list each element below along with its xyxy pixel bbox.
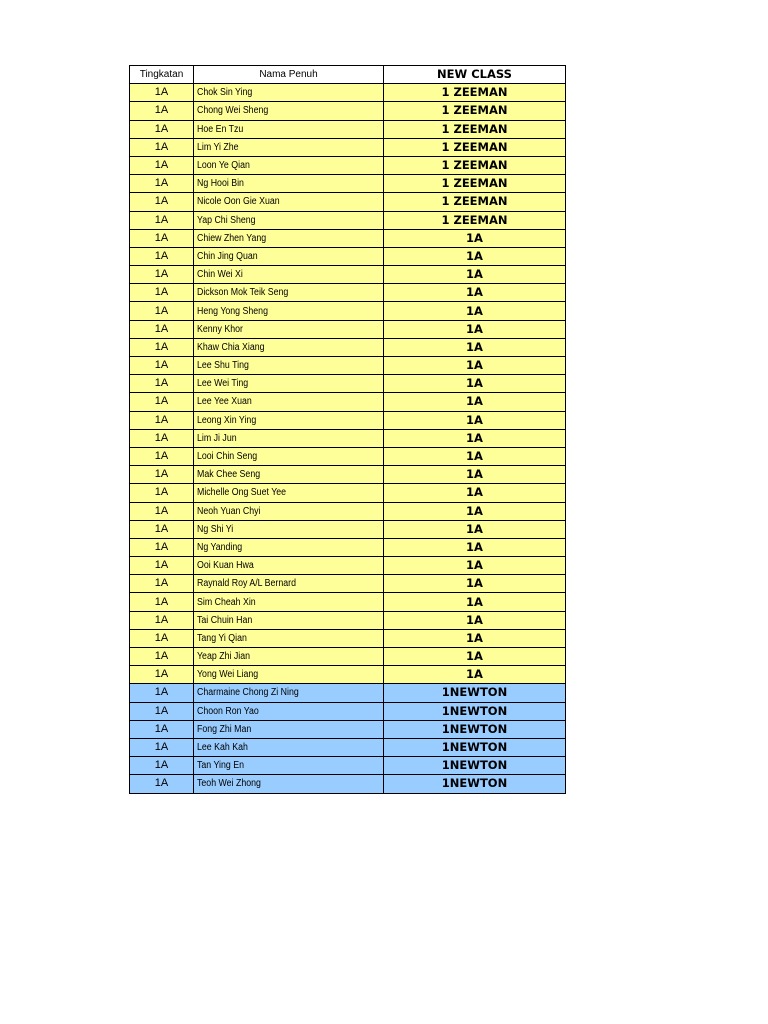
cell-tingkatan: 1A bbox=[130, 593, 194, 611]
table-row bbox=[130, 502, 566, 520]
student-name: Ng Hooi Bin bbox=[197, 178, 244, 190]
cell-new-class: 1A bbox=[384, 484, 566, 502]
table-row bbox=[130, 757, 566, 775]
cell-nama-penuh bbox=[194, 193, 384, 211]
cell-nama-penuh bbox=[194, 484, 384, 502]
student-name: Tan Ying En bbox=[197, 760, 244, 772]
cell-new-class: 1 ZEEMAN bbox=[384, 175, 566, 193]
class-assignment-table bbox=[129, 65, 566, 794]
cell-nama-penuh bbox=[194, 138, 384, 156]
table-row bbox=[130, 320, 566, 338]
table-row bbox=[130, 648, 566, 666]
cell-nama-penuh bbox=[194, 156, 384, 174]
table-row bbox=[130, 175, 566, 193]
cell-tingkatan: 1A bbox=[130, 193, 194, 211]
cell-nama-penuh bbox=[194, 393, 384, 411]
cell-new-class: 1A bbox=[384, 466, 566, 484]
cell-tingkatan: 1A bbox=[130, 229, 194, 247]
cell-tingkatan: 1A bbox=[130, 320, 194, 338]
cell-nama-penuh bbox=[194, 120, 384, 138]
cell-new-class: 1A bbox=[384, 611, 566, 629]
cell-new-class: 1NEWTON bbox=[384, 775, 566, 793]
cell-new-class: 1A bbox=[384, 629, 566, 647]
student-name: Fong Zhi Man bbox=[197, 723, 252, 735]
table-row bbox=[130, 720, 566, 738]
table-row bbox=[130, 702, 566, 720]
student-name: Lee Kah Kah bbox=[197, 742, 248, 754]
cell-nama-penuh bbox=[194, 375, 384, 393]
cell-nama-penuh bbox=[194, 284, 384, 302]
cell-nama-penuh bbox=[194, 575, 384, 593]
student-name: Kenny Khor bbox=[197, 323, 243, 335]
cell-tingkatan: 1A bbox=[130, 502, 194, 520]
table-row bbox=[130, 611, 566, 629]
cell-tingkatan: 1A bbox=[130, 738, 194, 756]
cell-new-class: 1NEWTON bbox=[384, 684, 566, 702]
student-name: Hoe En Tzu bbox=[197, 123, 244, 135]
table-row bbox=[130, 393, 566, 411]
student-name: Teoh Wei Zhong bbox=[197, 778, 261, 790]
table-row bbox=[130, 466, 566, 484]
table-row bbox=[130, 629, 566, 647]
cell-nama-penuh bbox=[194, 302, 384, 320]
cell-new-class: 1A bbox=[384, 429, 566, 447]
cell-nama-penuh bbox=[194, 720, 384, 738]
cell-tingkatan: 1A bbox=[130, 757, 194, 775]
cell-tingkatan: 1A bbox=[130, 720, 194, 738]
cell-nama-penuh bbox=[194, 702, 384, 720]
cell-nama-penuh bbox=[194, 502, 384, 520]
table-row bbox=[130, 684, 566, 702]
table-row bbox=[130, 375, 566, 393]
student-name: Lee Shu Ting bbox=[197, 360, 249, 372]
cell-nama-penuh bbox=[194, 320, 384, 338]
table-body bbox=[130, 84, 566, 793]
student-name: Loon Ye Qian bbox=[197, 160, 250, 172]
cell-tingkatan: 1A bbox=[130, 375, 194, 393]
student-name: Lee Wei Ting bbox=[197, 378, 249, 390]
table-row bbox=[130, 575, 566, 593]
student-name: Ng Yanding bbox=[197, 541, 243, 553]
cell-new-class: 1 ZEEMAN bbox=[384, 120, 566, 138]
cell-tingkatan: 1A bbox=[130, 393, 194, 411]
cell-nama-penuh bbox=[194, 102, 384, 120]
table-row bbox=[130, 775, 566, 793]
student-name: Dickson Mok Teik Seng bbox=[197, 287, 289, 299]
student-name: Sim Cheah Xin bbox=[197, 596, 256, 608]
cell-nama-penuh bbox=[194, 466, 384, 484]
student-name: Nicole Oon Gie Xuan bbox=[197, 196, 280, 208]
cell-new-class: 1A bbox=[384, 648, 566, 666]
cell-tingkatan: 1A bbox=[130, 357, 194, 375]
table-row bbox=[130, 102, 566, 120]
table-row bbox=[130, 84, 566, 102]
cell-new-class: 1A bbox=[384, 302, 566, 320]
cell-tingkatan: 1A bbox=[130, 557, 194, 575]
cell-nama-penuh bbox=[194, 84, 384, 102]
cell-tingkatan: 1A bbox=[130, 447, 194, 465]
header-tingkatan: Tingkatan bbox=[130, 66, 194, 84]
table-row bbox=[130, 120, 566, 138]
cell-nama-penuh bbox=[194, 666, 384, 684]
student-name: Yeap Zhi Jian bbox=[197, 651, 251, 663]
table-row bbox=[130, 211, 566, 229]
cell-tingkatan: 1A bbox=[130, 538, 194, 556]
student-name: Ng Shi Yi bbox=[197, 523, 234, 535]
cell-tingkatan: 1A bbox=[130, 520, 194, 538]
table-row bbox=[130, 156, 566, 174]
cell-nama-penuh bbox=[194, 357, 384, 375]
table-row bbox=[130, 520, 566, 538]
table-row bbox=[130, 429, 566, 447]
cell-nama-penuh bbox=[194, 266, 384, 284]
cell-new-class: 1A bbox=[384, 593, 566, 611]
cell-tingkatan: 1A bbox=[130, 684, 194, 702]
cell-nama-penuh bbox=[194, 520, 384, 538]
student-name: Chong Wei Sheng bbox=[197, 105, 269, 117]
cell-tingkatan: 1A bbox=[130, 120, 194, 138]
student-name: Tai Chuin Han bbox=[197, 614, 253, 626]
cell-tingkatan: 1A bbox=[130, 175, 194, 193]
cell-new-class: 1A bbox=[384, 411, 566, 429]
cell-tingkatan: 1A bbox=[130, 411, 194, 429]
student-name: Tang Yi Qian bbox=[197, 632, 247, 644]
header-new-class: NEW CLASS bbox=[384, 66, 566, 84]
student-name: Chok Sin Ying bbox=[197, 87, 253, 99]
cell-tingkatan: 1A bbox=[130, 84, 194, 102]
table-row bbox=[130, 447, 566, 465]
cell-new-class: 1A bbox=[384, 538, 566, 556]
cell-new-class: 1NEWTON bbox=[384, 738, 566, 756]
cell-new-class: 1A bbox=[384, 320, 566, 338]
student-name: Chin Jing Quan bbox=[197, 250, 258, 262]
cell-new-class: 1 ZEEMAN bbox=[384, 84, 566, 102]
cell-new-class: 1A bbox=[384, 247, 566, 265]
cell-nama-penuh bbox=[194, 593, 384, 611]
cell-tingkatan: 1A bbox=[130, 247, 194, 265]
student-name: Michelle Ong Suet Yee bbox=[197, 487, 287, 499]
student-name: Khaw Chia Xiang bbox=[197, 341, 265, 353]
student-name: Chiew Zhen Yang bbox=[197, 232, 267, 244]
cell-tingkatan: 1A bbox=[130, 611, 194, 629]
student-name: Choon Ron Yao bbox=[197, 705, 259, 717]
table-row bbox=[130, 538, 566, 556]
cell-nama-penuh bbox=[194, 411, 384, 429]
table-row bbox=[130, 266, 566, 284]
cell-new-class: 1 ZEEMAN bbox=[384, 193, 566, 211]
table-row bbox=[130, 229, 566, 247]
cell-tingkatan: 1A bbox=[130, 648, 194, 666]
cell-nama-penuh bbox=[194, 738, 384, 756]
cell-tingkatan: 1A bbox=[130, 429, 194, 447]
table-row bbox=[130, 411, 566, 429]
student-name: Neoh Yuan Chyi bbox=[197, 505, 261, 517]
cell-nama-penuh bbox=[194, 447, 384, 465]
cell-tingkatan: 1A bbox=[130, 775, 194, 793]
cell-nama-penuh bbox=[194, 247, 384, 265]
cell-nama-penuh bbox=[194, 611, 384, 629]
cell-nama-penuh bbox=[194, 629, 384, 647]
header-nama-penuh: Nama Penuh bbox=[194, 66, 384, 84]
header-row bbox=[130, 66, 566, 84]
cell-tingkatan: 1A bbox=[130, 466, 194, 484]
cell-tingkatan: 1A bbox=[130, 629, 194, 647]
student-name: Looi Chin Seng bbox=[197, 451, 258, 463]
cell-tingkatan: 1A bbox=[130, 156, 194, 174]
student-name: Leong Xin Ying bbox=[197, 414, 257, 426]
table-row bbox=[130, 247, 566, 265]
student-name: Ooi Kuan Hwa bbox=[197, 560, 254, 572]
cell-new-class: 1A bbox=[384, 520, 566, 538]
cell-new-class: 1A bbox=[384, 393, 566, 411]
student-name: Raynald Roy A/L Bernard bbox=[197, 578, 296, 590]
cell-nama-penuh bbox=[194, 338, 384, 356]
table-row bbox=[130, 302, 566, 320]
cell-new-class: 1A bbox=[384, 502, 566, 520]
cell-tingkatan: 1A bbox=[130, 302, 194, 320]
cell-new-class: 1 ZEEMAN bbox=[384, 102, 566, 120]
cell-nama-penuh bbox=[194, 175, 384, 193]
table-row bbox=[130, 666, 566, 684]
table-row bbox=[130, 138, 566, 156]
student-name: Yong Wei Liang bbox=[197, 669, 259, 681]
cell-nama-penuh bbox=[194, 757, 384, 775]
cell-tingkatan: 1A bbox=[130, 266, 194, 284]
cell-new-class: 1A bbox=[384, 666, 566, 684]
table-row bbox=[130, 338, 566, 356]
cell-new-class: 1A bbox=[384, 357, 566, 375]
table-row bbox=[130, 593, 566, 611]
table-row bbox=[130, 557, 566, 575]
student-name: Chin Wei Xi bbox=[197, 269, 243, 281]
student-name: Lee Yee Xuan bbox=[197, 396, 252, 408]
student-name: Heng Yong Sheng bbox=[197, 305, 268, 317]
cell-new-class: 1A bbox=[384, 266, 566, 284]
cell-tingkatan: 1A bbox=[130, 284, 194, 302]
cell-new-class: 1A bbox=[384, 229, 566, 247]
cell-tingkatan: 1A bbox=[130, 575, 194, 593]
cell-nama-penuh bbox=[194, 429, 384, 447]
cell-tingkatan: 1A bbox=[130, 666, 194, 684]
cell-nama-penuh bbox=[194, 775, 384, 793]
table-row bbox=[130, 738, 566, 756]
cell-new-class: 1 ZEEMAN bbox=[384, 138, 566, 156]
cell-tingkatan: 1A bbox=[130, 138, 194, 156]
cell-new-class: 1A bbox=[384, 338, 566, 356]
cell-new-class: 1A bbox=[384, 575, 566, 593]
cell-tingkatan: 1A bbox=[130, 211, 194, 229]
cell-tingkatan: 1A bbox=[130, 484, 194, 502]
cell-new-class: 1NEWTON bbox=[384, 757, 566, 775]
cell-nama-penuh bbox=[194, 538, 384, 556]
cell-tingkatan: 1A bbox=[130, 102, 194, 120]
cell-tingkatan: 1A bbox=[130, 702, 194, 720]
cell-new-class: 1NEWTON bbox=[384, 702, 566, 720]
student-name: Charmaine Chong Zi Ning bbox=[197, 687, 299, 699]
cell-new-class: 1NEWTON bbox=[384, 720, 566, 738]
cell-nama-penuh bbox=[194, 211, 384, 229]
cell-nama-penuh bbox=[194, 557, 384, 575]
table-row bbox=[130, 193, 566, 211]
table-row bbox=[130, 284, 566, 302]
cell-new-class: 1A bbox=[384, 375, 566, 393]
cell-nama-penuh bbox=[194, 648, 384, 666]
cell-nama-penuh bbox=[194, 229, 384, 247]
table-row bbox=[130, 484, 566, 502]
student-name: Lim Ji Jun bbox=[197, 432, 237, 444]
cell-new-class: 1 ZEEMAN bbox=[384, 156, 566, 174]
student-name: Lim Yi Zhe bbox=[197, 141, 239, 153]
table-row bbox=[130, 357, 566, 375]
cell-new-class: 1A bbox=[384, 447, 566, 465]
cell-new-class: 1A bbox=[384, 557, 566, 575]
cell-new-class: 1A bbox=[384, 284, 566, 302]
student-name: Yap Chi Sheng bbox=[197, 214, 256, 226]
cell-tingkatan: 1A bbox=[130, 338, 194, 356]
cell-nama-penuh bbox=[194, 684, 384, 702]
cell-new-class: 1 ZEEMAN bbox=[384, 211, 566, 229]
student-name: Mak Chee Seng bbox=[197, 469, 261, 481]
